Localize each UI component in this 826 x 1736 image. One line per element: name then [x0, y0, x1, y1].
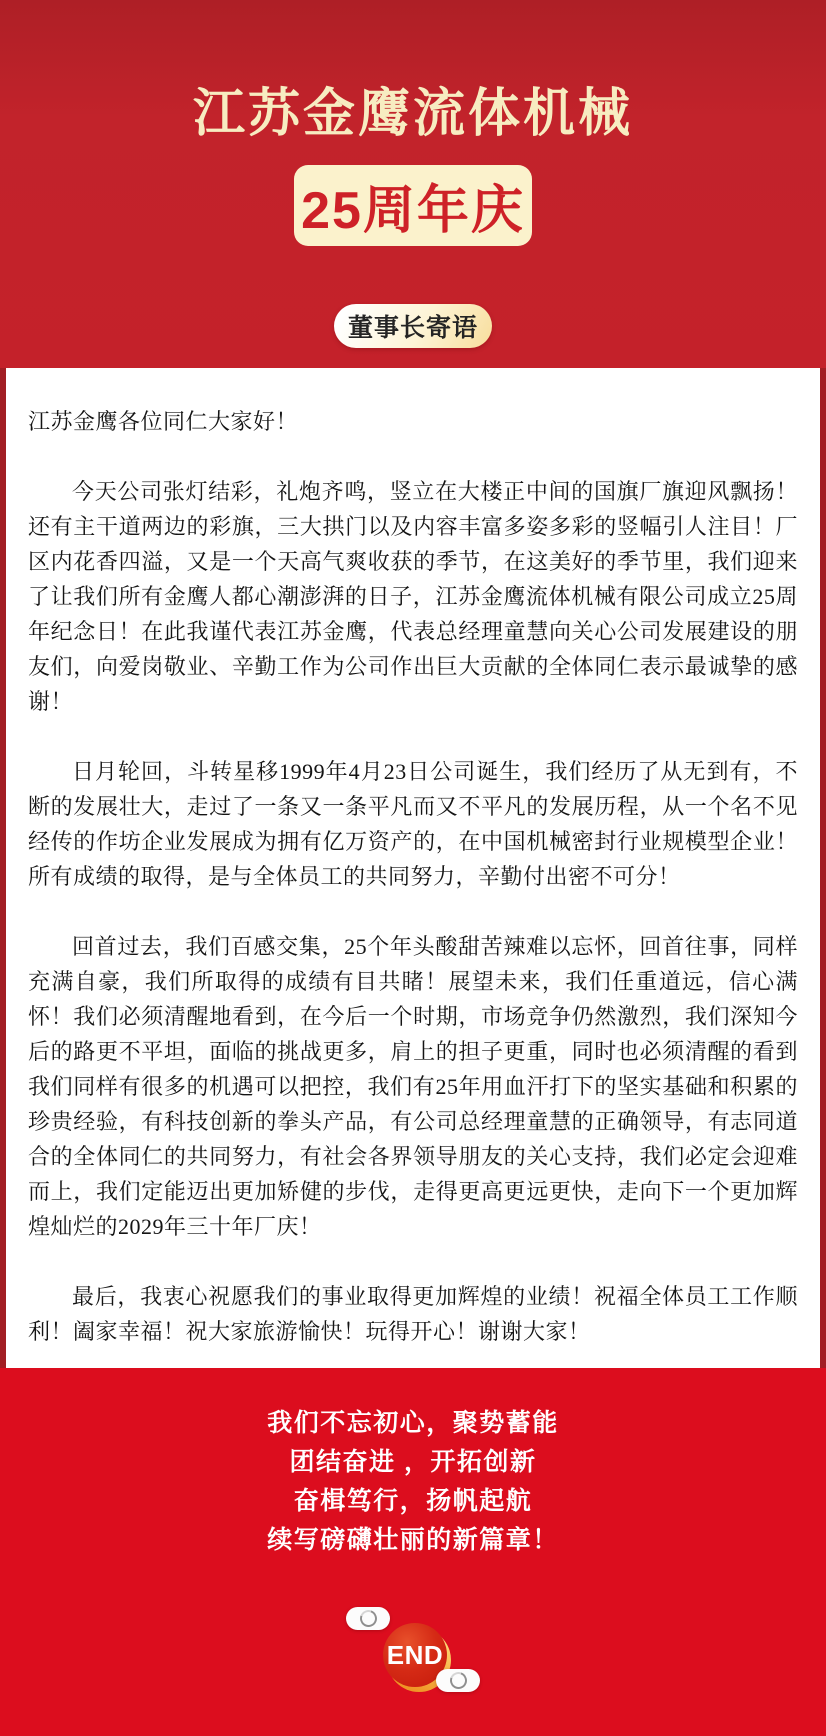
- slogan-line-2: 团结奋进 ，开拓创新: [289, 1448, 537, 1476]
- slogan-line-3: 奋楫笃行，扬帆起航: [293, 1487, 533, 1515]
- circle-outline-icon: [447, 1669, 470, 1692]
- pill-decoration-bottom-right: [436, 1669, 480, 1692]
- pill-decoration-top-left: [346, 1607, 390, 1630]
- letter-paragraph-2: 日月轮回，斗转星移1999年4月23日公司诞生，我们经历了从无到有，不断的发展壮大，走过了一条又一条平凡而又不平凡的发展历程，从一个名不见经传的作坊企业发展成为拥有亿万资产的，在中国机械密封行业规模型企业！所有成绩的取得，是与全体员工的共同努力，辛勤付出密不可分！: [28, 759, 798, 889]
- letter-paragraph-4: 最后，我衷心祝愿我们的事业取得更加辉煌的业绩！祝福全体员工工作顺利！阖家幸福！祝大家旅游愉快！玩得开心！谢谢大家！: [28, 1284, 798, 1344]
- section-label-pill: [334, 304, 492, 348]
- greeting-line: 江苏金鹰各位同仁大家好！: [28, 409, 299, 434]
- end-label: END: [386, 1639, 444, 1670]
- letter-paragraph-3: 回首过去，我们百感交集，25个年头酸甜苦辣难以忘怀，回首往事，同样充满自豪，我们所取得的成绩有目共睹！展望未来，我们任重道远，信心满怀！我们必须清醒地看到，在今后一个时期，市场竞争仍然激烈，我们深知今后的路更不平坦，面临的挑战更多，肩上的担子更重，同时也必须清醒的看到我们同样有很多的机遇可以把控，我们有25年用血汗打下的坚实基础和积累的珍贵经验，有科技创新的拳头产品，有公司总经理童慧的正确领导，有志同道合的全体同仁的共同努力，有社会各界领导朋友的关心支持，我们必定会迎难而上，我们定能迈出更加矫健的步伐，走得更高更远更快，走向下一个更加辉煌灿烂的2029年三十年厂庆！: [28, 934, 798, 1239]
- end-badge: [346, 1607, 480, 1693]
- letter-paragraph-1: 今天公司张灯结彩，礼炮齐鸣，竖立在大楼正中间的国旗厂旗迎风飘扬！还有主干道两边的彩旗，三大拱门以及内容丰富多姿多彩的竖幅引人注目！厂区内花香四溢，又是一个天高气爽收获的季节，在这美好的季节里，我们迎来了让我们所有金鹰人都心潮澎湃的日子，江苏金鹰流体机械有限公司成立25周年纪念日！在此我谨代表江苏金鹰，代表总经理童慧向关心公司发展建设的朋友们，向爱岗敬业、辛勤工作为公司作出巨大贡献的全体同仁表示最诚挚的感谢！: [28, 479, 798, 714]
- anniversary-badge-label: 25周年庆: [301, 182, 525, 241]
- slogan-line-4: 续写磅礴壮丽的新篇章！: [267, 1526, 559, 1554]
- letter-section: [0, 368, 826, 1368]
- slogan-line-1: 我们不忘初心，聚势蓄能: [267, 1409, 559, 1437]
- section-label: 董事长寄语: [347, 314, 478, 343]
- company-title: 江苏金鹰流体机械: [192, 85, 633, 143]
- header-banner: [0, 0, 826, 368]
- footer-banner: [0, 1368, 826, 1736]
- anniversary-badge: [294, 165, 532, 246]
- circle-outline-icon: [357, 1607, 380, 1630]
- letter-card: [6, 368, 820, 1368]
